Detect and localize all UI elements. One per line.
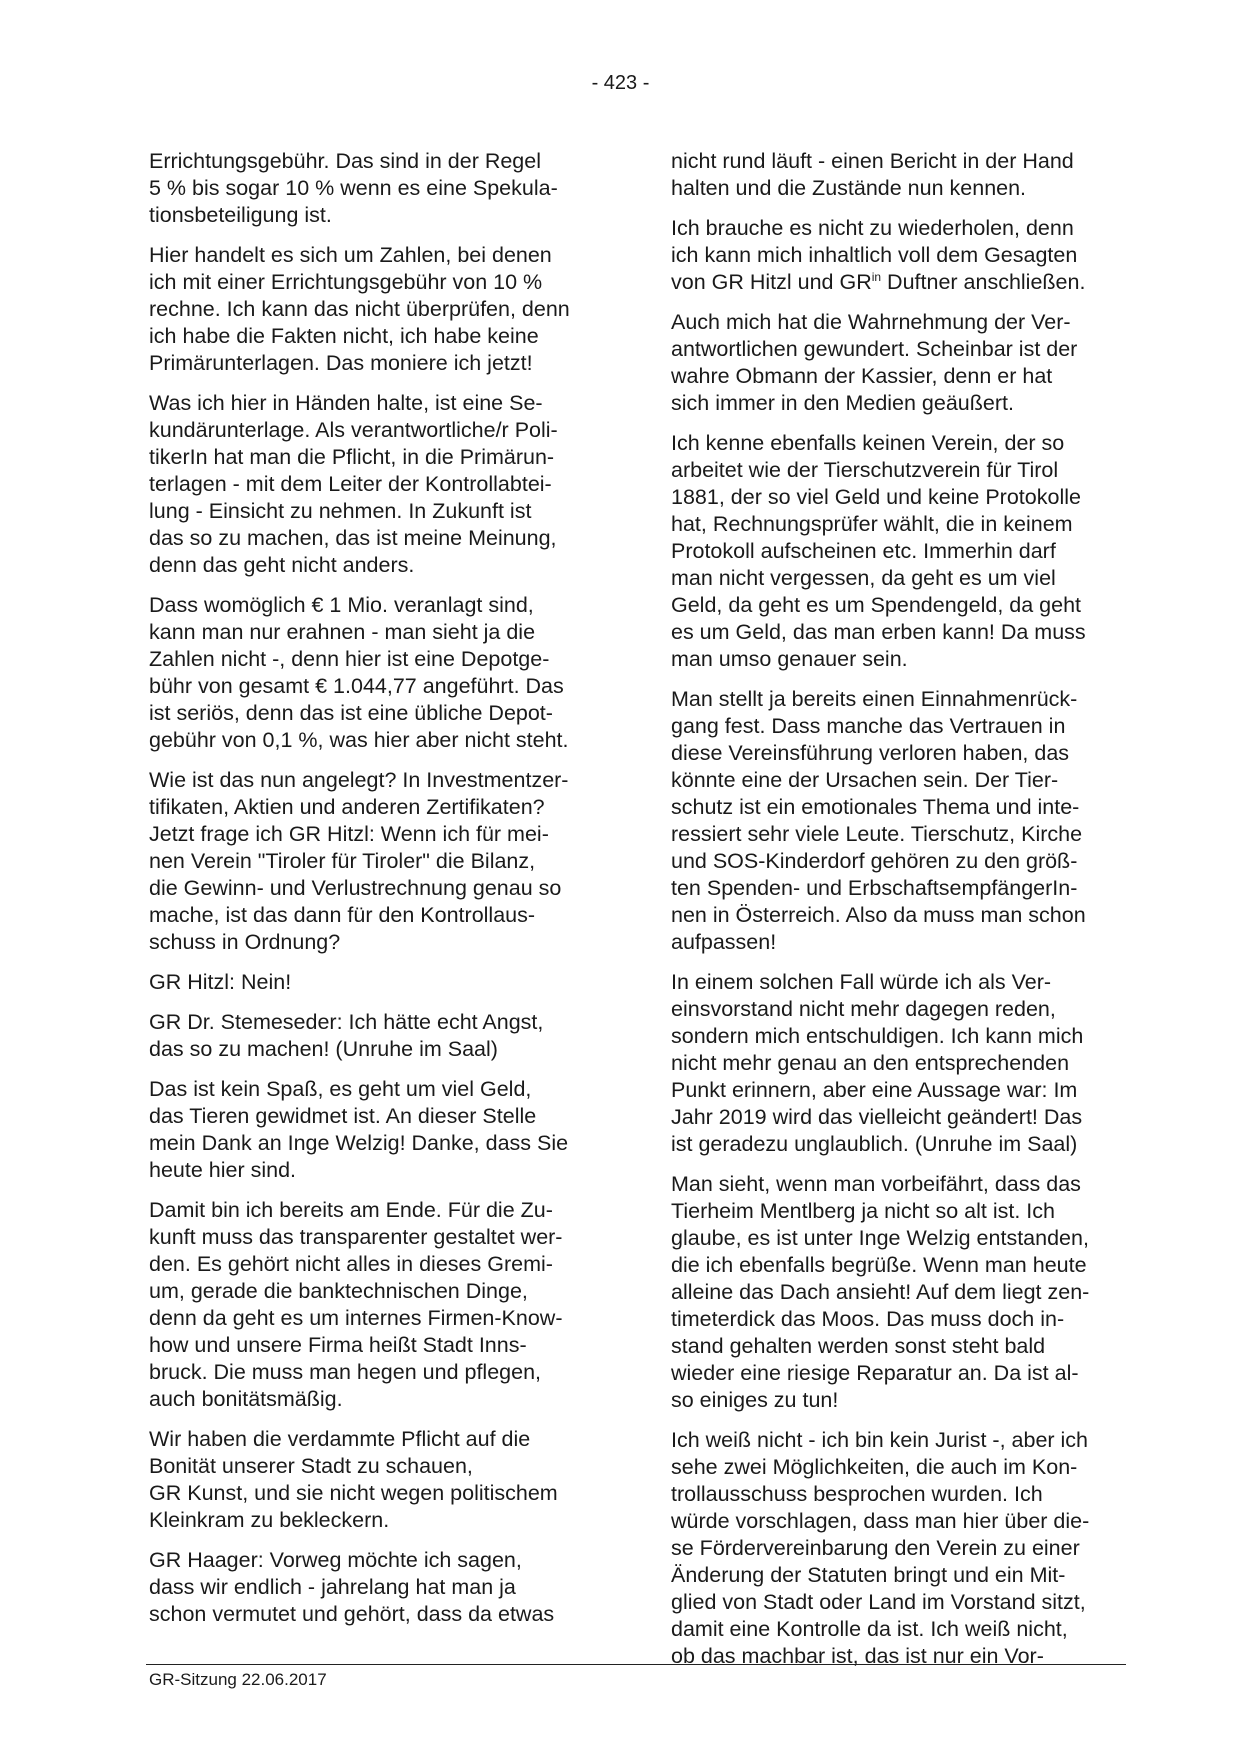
paragraph: Ich kenne ebenfalls keinen Verein, der so arbeitet wie der Tierschutzverein für Tirol 1881, der so viel Geld und keine Protokolle hat, Rechnungsprüfer wählt, die in keinem Protokoll aufscheinen etc. Immerhin darf man nicht vergessen, da geht es um viel Geld, da geht es um Spendengeld, da geht es um Geld, das man erben kann! Da muss man umso genauer sein. [671,431,1086,671]
paragraph: Man stellt ja bereits einen Einnahmenrück- gang fest. Dass manche das Vertrauen in diese Vereinsführung verloren haben, das könnte eine der Ursachen sein. Der Tier- schutz ist ein emotionales Thema und inte- ressiert sehr viele Leute. Tierschutz, Kirche und SOS-Kinderdorf gehören zu den größ- ten Spenden- und ErbschaftsempfängerIn- nen in Österreich. Also da muss man schon aufpassen! [671,687,1086,954]
paragraph: Auch mich hat die Wahrnehmung der Ver- antwortlichen gewundert. Scheinbar ist der wahre Obmann der Kassier, denn er hat sich immer in den Medien geäußert. [671,310,1078,415]
footer-session-date: GR-Sitzung 22.06.2017 [149,1670,327,1689]
paragraph: GR Hitzl: Nein! [149,970,292,994]
paragraph: Wie ist das nun angelegt? In Investmentzer- tifikaten, Aktien und anderen Zertifikaten? Jetzt frage ich GR Hitzl: Wenn ich für mei- nen Verein "Tiroler für Tiroler" die Bilanz, die Gewinn- und Verlustrechnung genau so mache, ist das dann für den Kontrollaus- schuss in Ordnung? [149,768,569,954]
paragraph: Das ist kein Spaß, es geht um viel Geld, das Tieren gewidmet ist. An dieser Stelle mein Dank an Inge Welzig! Danke, dass Sie heute hier sind. [149,1077,569,1182]
paragraph: In einem solchen Fall würde ich als Ver- einsvorstand nicht mehr dagegen reden, sondern mich entschuldigen. Ich kann mich nicht mehr genau an den entsprechenden Punkt erinnern, aber eine Aussage war: Im Jahr 2019 wird das vielleicht geändert! Das ist geradezu unglaublich. (Unruhe im Saal) [671,970,1084,1156]
paragraph: Ich weiß nicht - ich bin kein Jurist -, aber ich sehe zwei Möglichkeiten, die auch im Kon- trollausschuss besprochen wurden. Ich würde vorschlagen, dass man hier über die- se Fördervereinbarung den Verein zu einer Änderung der Statuten bringt und ein Mit- glied von Stadt oder Land im Vorstand sitzt, damit eine Kontrolle da ist. Ich weiß nicht, ob das machbar ist, das ist nur ein Vor- [671,1428,1090,1668]
paragraph: nicht rund läuft - einen Bericht in der Hand halten und die Zustände nun kennen. [671,149,1074,200]
right-column [671,148,1119,1683]
paragraph: Errichtungsgebühr. Das sind in der Regel 5 % bis sogar 10 % wenn es eine Spekula- tionsbeteiligung ist. [149,149,558,227]
paragraph: GR Haager: Vorweg möchte ich sagen, dass wir endlich - jahrelang hat man ja schon vermutet und gehört, dass da etwas [149,1548,555,1626]
paragraph: Wir haben die verdammte Pflicht auf die Bonität unserer Stadt zu schauen, GR Kunst, und sie nicht wegen politischem Kleinkram zu bekleckern. [149,1427,558,1532]
footer-divider [146,1664,1126,1665]
paragraph: Was ich hier in Händen halte, ist eine Se- kundärunterlage. Als verantwortliche/r Poli- tikerIn hat man die Pflicht, in die Primärun- terlagen - mit dem Leiter der Kontrollabtei- lung - Einsicht zu nehmen. In Zukunft ist das so zu machen, das ist meine Meinung, denn das geht nicht anders. [149,391,558,577]
paragraph: Man sieht, wenn man vorbeifährt, dass das Tierheim Mentlberg ja nicht so alt ist. Ich glaube, es ist unter Inge Welzig entstanden, die ich ebenfalls begrüße. Wenn man heute alleine das Dach ansieht! Auf dem liegt zen- timeterdick das Moos. Das muss doch in- stand gehalten werden sonst steht bald wieder eine riesige Reparatur an. Da ist al- so einiges zu tun! [671,1172,1090,1412]
page-number: - 423 - [591,72,650,94]
paragraph: Hier handelt es sich um Zahlen, bei denen ich mit einer Errichtungsgebühr von 10 % rechne. Ich kann das nicht überprüfen, denn ich habe die Fakten nicht, ich habe keine Primärunterlagen. Das moniere ich jetzt! [149,243,570,375]
paragraph: Ich brauche es nicht zu wiederholen, denn ich kann mich inhaltlich voll dem Gesagten von GR Hitzl und $GR^{in}$ Duftner anschließen. [671,216,1086,294]
left-column [149,148,597,1641]
paragraph: Dass womöglich € 1 Mio. veranlagt sind, kann man nur erahnen - man sieht ja die Zahlen nicht -, denn hier ist eine Depotge- bühr von gesamt € 1.044,77 angeführt. Das ist seriös, denn das ist eine übliche Depot- gebühr von 0,1 %, was hier aber nicht steht. [149,593,569,752]
paragraph: GR Dr. Stemeseder: Ich hätte echt Angst, das so zu machen! (Unruhe im Saal) [149,1010,544,1061]
paragraph: Damit bin ich bereits am Ende. Für die Zu- kunft muss das transparenter gestaltet wer- den. Es gehört nicht alles in dieses Gremi- um, gerade die banktechnischen Dinge, denn da geht es um internes Firmen-Know- how und unsere Firma heißt Stadt Inns- bruck. Die muss man hegen und pflegen, auch bonitätsmäßig. [149,1198,563,1411]
